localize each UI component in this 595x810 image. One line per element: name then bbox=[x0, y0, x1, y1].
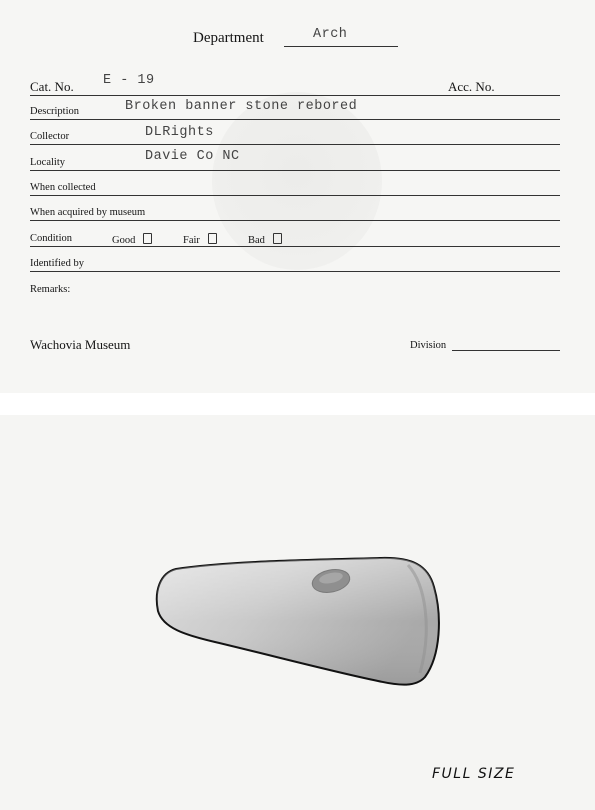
identified-by-rule bbox=[30, 271, 560, 272]
department-value: Arch bbox=[313, 27, 348, 42]
cat-no-rule bbox=[30, 95, 560, 96]
when-acquired-rule bbox=[30, 220, 560, 221]
division-rule bbox=[452, 350, 560, 351]
condition-good-label: Good bbox=[112, 235, 136, 246]
locality-value: Davie Co NC bbox=[145, 149, 240, 164]
condition-option-fair bbox=[183, 233, 217, 246]
department-label: Department bbox=[193, 30, 264, 46]
condition-good-checkbox bbox=[143, 233, 152, 244]
description-rule bbox=[30, 119, 560, 120]
description-value: Broken banner stone rebored bbox=[125, 99, 358, 114]
condition-bad-checkbox bbox=[273, 233, 282, 244]
condition-fair-label: Fair bbox=[183, 235, 200, 246]
banner-stone-drawing bbox=[0, 415, 595, 810]
condition-bad-label: Bad bbox=[248, 235, 265, 246]
collector-value: DLRights bbox=[145, 125, 214, 140]
acc-no-label: Acc. No. bbox=[448, 79, 495, 94]
locality-rule bbox=[30, 170, 560, 171]
identified-by-label: Identified by bbox=[30, 258, 84, 269]
catalog-card-front bbox=[0, 0, 595, 393]
locality-label: Locality bbox=[30, 157, 65, 168]
department-rule bbox=[284, 46, 398, 47]
condition-option-good bbox=[112, 233, 152, 246]
cat-no-value: E - 19 bbox=[103, 73, 155, 88]
full-size-caption: FULL SIZE bbox=[432, 766, 516, 782]
collector-label: Collector bbox=[30, 131, 70, 142]
when-collected-label: When collected bbox=[30, 182, 96, 193]
catalog-card-back bbox=[0, 415, 595, 810]
collector-rule bbox=[30, 144, 560, 145]
description-label: Description bbox=[30, 106, 79, 117]
remarks-label: Remarks: bbox=[30, 284, 71, 295]
condition-fair-checkbox bbox=[208, 233, 217, 244]
when-collected-rule bbox=[30, 195, 560, 196]
when-acquired-label: When acquired by museum bbox=[30, 207, 146, 218]
division-label: Division bbox=[410, 340, 447, 351]
cat-no-label: Cat. No. bbox=[30, 79, 74, 94]
card-separator bbox=[0, 393, 595, 415]
condition-option-bad bbox=[248, 233, 282, 246]
condition-rule bbox=[30, 246, 560, 247]
condition-label: Condition bbox=[30, 233, 73, 244]
museum-name: Wachovia Museum bbox=[30, 337, 131, 352]
